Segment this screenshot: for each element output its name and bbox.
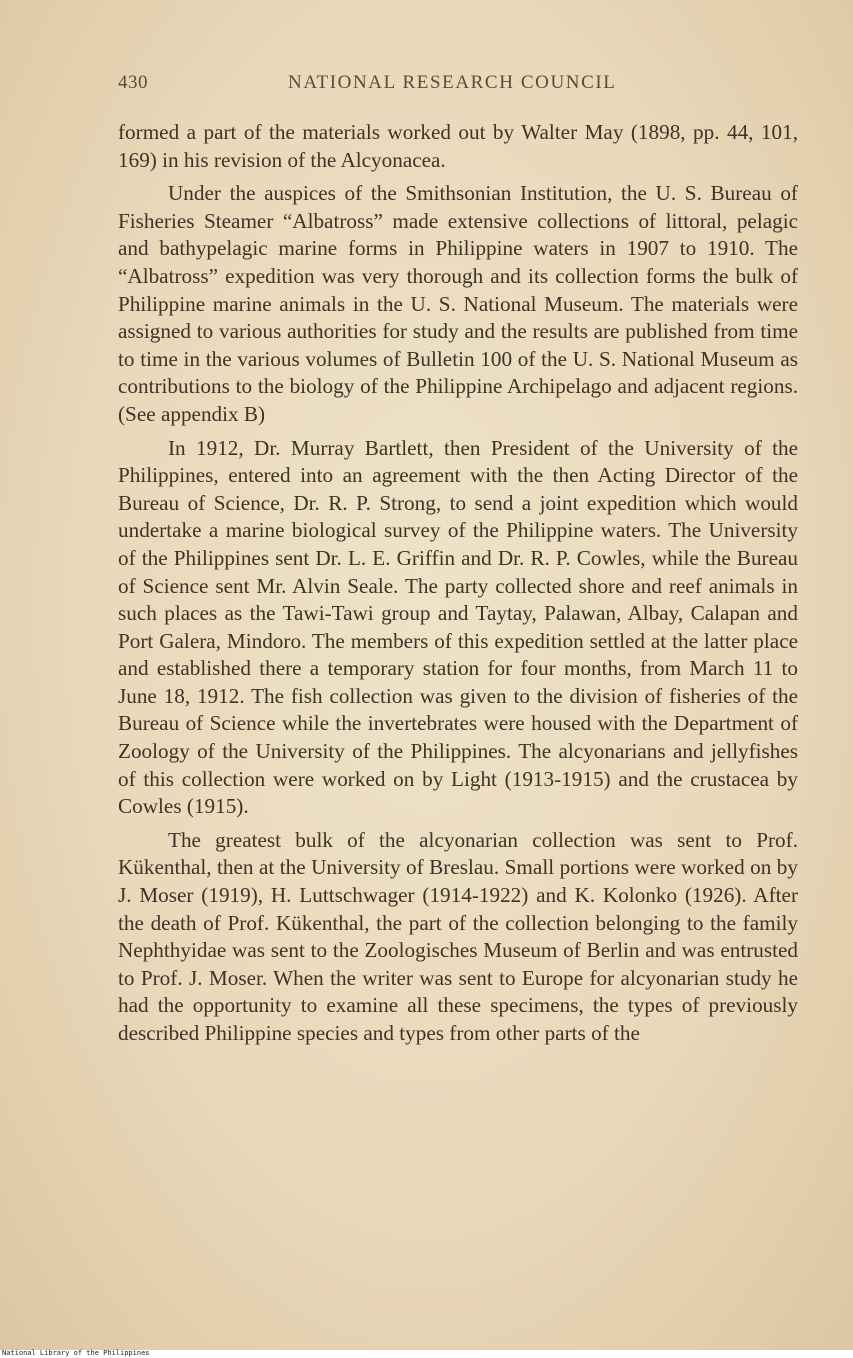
body-text — [118, 119, 798, 1054]
running-title: NATIONAL RESEARCH COUNCIL — [288, 72, 617, 93]
page-header — [118, 72, 798, 102]
library-credit: National Library of the Philippines — [2, 1349, 150, 1357]
page-number: 430 — [118, 72, 148, 93]
paragraph-albatross-expedition: Under the auspices of the Smithsonian Institution, the U. S. Bureau of Fisheries Steamer “Albatross” made extensive collections of littoral, pelagic and bathypelagic marine forms in Philippine waters in 1907 to 1910. The “Albatross” expedition was very thorough and its collection forms the bulk of Philippine marine animals in the U. S. National Museum. The materials were assigned to various authorities for study and the results are published from time to time in the various volumes of Bulletin 100 of the U. S. National Museum as contributions to the biology of the Philippine Archipelago and adjacent regions. (See appendix B) — [118, 181, 798, 426]
paragraph-continued: formed a part of the materials worked out by Walter May (1898, pp. 44, 101, 169) in his revision of the Alcyonacea. — [118, 120, 798, 172]
paragraph-alcyonarian-collection: The greatest bulk of the alcyonarian collection was sent to Prof. Kükenthal, then at the University of Breslau. Small portions were worked on by J. Moser (1919), H. Luttschwager (1914-1922) and K. Kolonko (1926). After the death of Prof. Kükenthal, the part of the collection belonging to the family Nephthyidae was sent to the Zoologisches Museum of Berlin and was entrusted to Prof. J. Moser. When the writer was sent to Europe for alcyonarian study he had the opportunity to examine all these specimens, the types of previously described Philippine species and types from other parts of the — [118, 827, 798, 1045]
paragraph-1912-expedition: In 1912, Dr. Murray Bartlett, then President of the University of the Philippines, entered into an agreement with the then Acting Director of the Bureau of Science, Dr. R. P. Strong, to send a joint expedition which would undertake a marine biological survey of the Philippine waters. The University of the Philippines sent Dr. L. E. Griffin and Dr. R. P. Cowles, while the Bureau of Science sent Mr. Alvin Seale. The party collected shore and reef animals in such places as the Tawi-Tawi group and Taytay, Palawan, Albay, Calapan and Port Galera, Mindoro. The members of this expedition settled at the latter place and established there a temporary station for four months, from March 11 to June 18, 1912. The fish collection was given to the division of fisheries of the Bureau of Science while the invertebrates were housed with the Department of Zoology of the University of the Philippines. The alcyonarians and jellyfishes of this collection were worked on by Light (1913-1915) and the crustacea by Cowles (1915). — [118, 435, 798, 819]
